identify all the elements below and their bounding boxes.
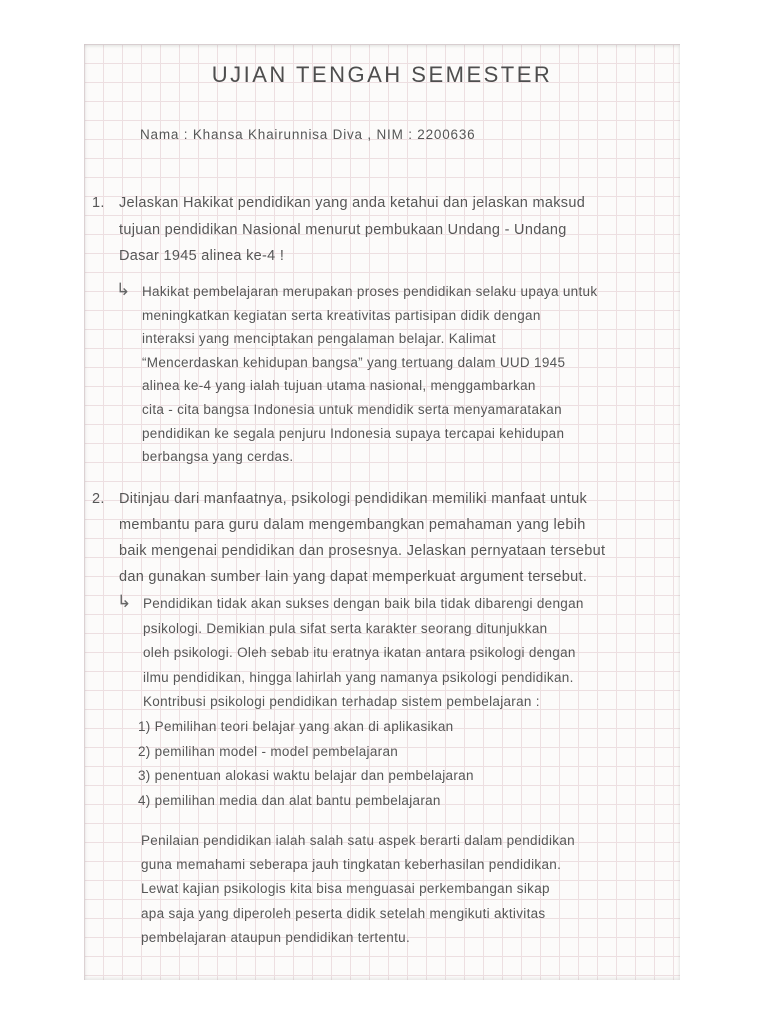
question-2-line: baik mengenai pendidikan dan prosesnya. Jelaskan pernyataan tersebut (119, 543, 606, 559)
answer-1-line: cita - cita bangsa Indonesia untuk mendidik serta menyamaratakan (142, 401, 562, 417)
answer-2-line: Pendidikan tidak akan sukses dengan baik bila tidak dibarengi dengan (143, 596, 584, 611)
question-2 (92, 486, 605, 590)
question-2-line: dan gunakan sumber lain yang dapat memperkuat argument tersebut. (119, 569, 588, 585)
question-2-number: 2. (92, 491, 105, 507)
page-title: UJIAN TENGAH SEMESTER (211, 62, 553, 87)
answer-2-line: psikologi. Demikian pula sifat serta karakter seorang ditunjukkan (143, 620, 548, 636)
question-2-text (119, 486, 605, 590)
question-2-line: Ditinjau dari manfaatnya, psikologi pendidikan memiliki manfaat untuk (119, 491, 588, 507)
answer-1 (142, 280, 597, 469)
closing-line: guna memahami seberapa jauh tingkatan keberhasilan pendidikan. (141, 857, 562, 873)
question-1-text (119, 190, 585, 270)
closing-line: pembelajaran ataupun pendidikan tertentu. (141, 929, 410, 945)
answer-arrow-icon: ↳ (117, 592, 132, 611)
answer-1-line: pendidikan ke segala penjuru Indonesia supaya tercapai kehidupan (142, 425, 565, 441)
answer-2-line: Kontribusi psikologi pendidikan terhadap sistem pembelajaran : (143, 694, 540, 710)
question-1-line: Jelaskan Hakikat pendidikan yang anda ketahui dan jelaskan maksud (119, 195, 586, 211)
answer-2-line: ilmu pendidikan, hingga lahirlah yang namanya psikologi pendidikan. (143, 669, 574, 685)
question-1-line: Dasar 1945 alinea ke-4 ! (119, 248, 285, 264)
answer-1-line: Hakikat pembelajaran merupakan proses pendidikan selaku upaya untuk (142, 284, 598, 299)
closing-line: Lewat kajian psikologis kita bisa menguasai perkembangan sikap (141, 881, 550, 897)
question-1 (92, 190, 585, 270)
student-name-line: Nama : Khansa Khairunnisa Diva , NIM : 2200636 (140, 127, 476, 142)
question-1-line: tujuan pendidikan Nasional menurut pembukaan Undang - Undang (119, 221, 567, 238)
question-2-line: membantu para guru dalam mengembangkan pemahaman yang lebih (119, 517, 586, 533)
answer-1-line: alinea ke-4 yang ialah tujuan utama nasional, menggambarkan (142, 378, 536, 394)
answer-1-line: “Mencerdaskan kehidupan bangsa” yang tertuang dalam UUD 1945 (142, 354, 566, 370)
answer-1-line: interaksi yang menciptakan pengalaman belajar. Kalimat (142, 331, 496, 347)
list-item: 3) penentuan alokasi waktu belajar dan pembelajaran (138, 768, 474, 784)
answer-2-numbered-list (138, 715, 474, 813)
closing-line: Penilaian pendidikan ialah salah satu aspek berarti dalam pendidikan (141, 833, 575, 848)
list-item: 2) pemilihan model - model pembelajaran (138, 743, 399, 759)
answer-2-closing-paragraph (141, 829, 575, 950)
list-item: 1) Pemilihan teori belajar yang akan di aplikasikan (138, 719, 454, 734)
answer-1-line: meningkatkan kegiatan serta kreativitas partisipan didik dengan (142, 307, 541, 323)
list-item: 4) pemilihan media dan alat bantu pembelajaran (138, 792, 441, 808)
answer-arrow-icon: ↳ (116, 280, 131, 299)
answer-2 (143, 592, 584, 715)
closing-line: apa saja yang diperoleh peserta didik setelah mengikuti aktivitas (141, 905, 546, 921)
question-1-number: 1. (92, 195, 105, 211)
answer-1-line: berbangsa yang cerdas. (142, 449, 294, 465)
answer-2-line: oleh psikologi. Oleh sebab itu eratnya ikatan antara psikologi dengan (143, 645, 576, 661)
